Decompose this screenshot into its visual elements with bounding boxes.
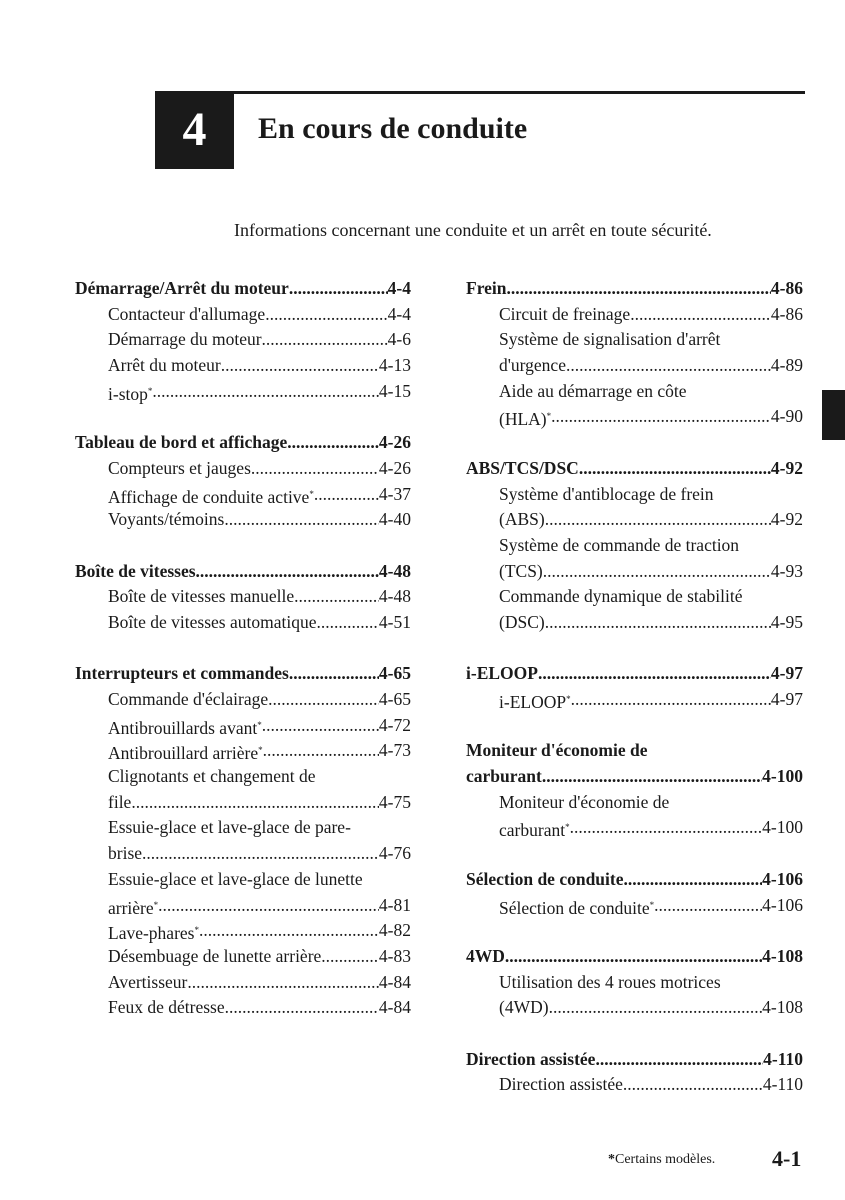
toc-entry-text: ABS/TCS/DSC [466, 457, 579, 478]
toc-entry-text: Interrupteurs et commandes [75, 663, 289, 684]
toc-entry-text: Commande dynamique de stabilité [499, 586, 743, 607]
toc-page-ref: 4-95 [770, 611, 803, 632]
toc-entry-text: 4WD [466, 945, 505, 966]
toc-entry-title [499, 815, 570, 841]
toc-entry-text: Avertisseur [108, 971, 188, 992]
toc-entry-text: Clignotants et changement de [108, 766, 316, 787]
toc-entry-text: d'urgence [499, 355, 566, 376]
toc-section-heading[interactable] [75, 661, 411, 687]
toc-entry-title [499, 790, 669, 816]
toc-section-heading[interactable] [466, 944, 803, 970]
toc-page-ref: 4-73 [378, 740, 411, 761]
toc-entry[interactable] [75, 302, 411, 328]
toc-page-ref: 4-75 [378, 791, 411, 812]
dot-leader [551, 404, 771, 430]
toc-section [466, 867, 803, 918]
toc-entry-title [499, 353, 566, 379]
dot-leader [542, 764, 762, 790]
toc-entry [466, 533, 803, 559]
toc-page-ref: 4-86 [770, 303, 803, 324]
toc-entry[interactable] [75, 482, 411, 508]
toc-page-ref: 4-51 [378, 611, 411, 632]
toc-page-ref: 4-92 [770, 509, 803, 530]
toc-section-heading[interactable] [466, 764, 803, 790]
toc-page-ref: 4-108 [762, 997, 803, 1018]
footnote-marker: * [153, 899, 159, 910]
toc-entry-text: Direction assistée [466, 1048, 596, 1069]
toc-section-heading[interactable] [466, 661, 803, 687]
toc-entry[interactable] [466, 559, 803, 585]
toc-page-ref: 4-84 [378, 997, 411, 1018]
toc-entry-text: (ABS) [499, 509, 545, 530]
dot-leader [262, 327, 388, 353]
toc-page-ref: 4-100 [762, 817, 803, 838]
toc-page-ref: 4-97 [770, 663, 803, 684]
toc-entry[interactable] [466, 815, 803, 841]
toc-entry-title [499, 687, 571, 713]
footnote-marker: * [546, 411, 552, 422]
dot-leader [289, 661, 379, 687]
toc-section-heading[interactable] [466, 867, 803, 893]
toc-entry-title [499, 559, 543, 585]
toc-entry[interactable] [75, 687, 411, 713]
toc-page-ref: 4-93 [770, 560, 803, 581]
toc-entry [466, 584, 803, 610]
dot-leader [321, 944, 379, 970]
toc-entry-text: (DSC) [499, 611, 545, 632]
toc-page-ref: 4-4 [387, 278, 411, 298]
toc-entry[interactable] [466, 995, 803, 1021]
dot-leader [187, 970, 379, 996]
toc-entry-title [75, 430, 287, 456]
dot-leader [317, 610, 379, 636]
toc-entry[interactable] [75, 507, 411, 533]
toc-entry-title [108, 815, 351, 841]
footer-note [608, 1152, 715, 1168]
toc-entry[interactable] [75, 893, 411, 919]
toc-entry-title [466, 456, 579, 482]
toc-entry-text: Feux de détresse [108, 997, 225, 1018]
toc-section [75, 276, 411, 404]
toc-page-ref: 4-83 [378, 945, 411, 966]
toc-entry-text: Essuie-glace et lave-glace de pare- [108, 817, 351, 838]
toc-entry-title [108, 507, 224, 533]
dot-leader [595, 1047, 763, 1073]
toc-entry-title [108, 738, 263, 764]
chapter-number-box [155, 91, 234, 169]
footnote-marker: * [309, 488, 314, 499]
toc-entry[interactable] [466, 1072, 803, 1098]
toc-section [466, 1047, 803, 1098]
dot-leader [265, 302, 387, 328]
toc-entry[interactable] [75, 379, 411, 405]
toc-entry-title [499, 995, 549, 1021]
toc-entry[interactable] [466, 302, 803, 328]
dot-leader [538, 661, 771, 687]
toc-entry-text: Sélection de conduite [466, 868, 624, 889]
toc-entry-title [108, 995, 225, 1021]
toc-page-ref: 4-40 [378, 509, 411, 530]
chapter-intro: Informations concernant une conduite et un arrêt en toute sécurité. [234, 220, 712, 240]
chapter-number: 4 [182, 103, 207, 156]
dot-leader [221, 353, 379, 379]
toc-entry[interactable] [466, 507, 803, 533]
toc-page-ref: 4-89 [770, 355, 803, 376]
toc-page-ref: 4-108 [762, 945, 803, 966]
toc-page-ref: 4-106 [762, 894, 803, 915]
dot-leader [545, 507, 771, 533]
toc-entry-title [499, 533, 739, 559]
toc-entry-title [466, 276, 507, 302]
toc-entry-text: i-stop [108, 383, 148, 404]
toc-section [466, 456, 803, 636]
toc-section [75, 559, 411, 636]
toc-entry[interactable] [466, 353, 803, 379]
toc-entry-text: Affichage de conduite active [108, 486, 310, 507]
chapter-title: En cours de conduite [258, 112, 528, 145]
toc-entry[interactable] [75, 327, 411, 353]
toc-entry-title [108, 893, 158, 919]
toc-page-ref: 4-26 [378, 457, 411, 478]
dot-leader [571, 687, 771, 713]
toc-entry-title [108, 482, 314, 508]
toc-entry-text: Boîte de vitesses [75, 560, 196, 581]
chapter-thumb-tab [822, 390, 845, 440]
toc-page-ref: 4-26 [378, 432, 411, 453]
toc-entry-text: carburant [499, 820, 566, 841]
toc-entry[interactable] [75, 944, 411, 970]
toc-entry-text: Boîte de vitesses manuelle [108, 586, 295, 607]
toc-entry-title [499, 1072, 623, 1098]
toc-section-heading [466, 738, 803, 764]
toc-page-ref: 4-76 [378, 843, 411, 864]
dot-leader [543, 559, 771, 585]
toc-entry-text: Commande d'éclairage [108, 689, 269, 709]
dot-leader [570, 815, 763, 841]
dot-leader [630, 302, 771, 328]
dot-leader [287, 430, 379, 456]
toc-entry-title [108, 584, 294, 610]
footnote-marker: * [257, 719, 262, 730]
toc-entry-text: Essuie-glace et lave-glace de lunette [108, 868, 363, 889]
toc-page-ref: 4-97 [770, 689, 803, 709]
toc-page-ref: 4-4 [387, 303, 411, 324]
toc-page-ref: 4-92 [770, 457, 803, 478]
dot-leader [262, 713, 379, 739]
dot-leader [623, 1072, 763, 1098]
toc-entry [466, 327, 803, 353]
toc-entry-title [108, 456, 251, 482]
toc-entry-text: (TCS) [499, 560, 543, 581]
toc-page-ref: 4-86 [770, 278, 803, 298]
toc-entry-title [466, 867, 624, 893]
toc-entry-title [108, 944, 321, 970]
dot-leader [545, 610, 771, 636]
toc-entry-title [499, 302, 630, 328]
page-number: 4-1 [772, 1146, 802, 1171]
toc-entry-text: Contacteur d'allumage [108, 303, 266, 324]
header-rule [155, 91, 805, 94]
toc-entry[interactable] [75, 353, 411, 379]
footnote-marker: * [649, 899, 655, 910]
footnote-marker: * [194, 925, 199, 936]
toc-entry-text: file [108, 791, 132, 812]
toc-entry-text: Démarrage/Arrêt du moteur [75, 278, 289, 298]
toc-entry-text: Voyants/témoins [108, 509, 225, 530]
dot-leader [566, 353, 771, 379]
toc-section [466, 276, 803, 430]
toc-entry-text: Démarrage du moteur [108, 329, 262, 350]
toc-entry[interactable] [75, 738, 411, 764]
toc-entry [75, 764, 411, 790]
toc-entry-title [466, 738, 647, 764]
toc-section-heading[interactable] [466, 1047, 803, 1073]
toc-page-ref: 4-81 [378, 894, 411, 915]
toc-section-heading[interactable] [75, 559, 411, 585]
toc-section [75, 661, 411, 1021]
toc-page-ref: 4-82 [378, 920, 411, 941]
toc-entry-text: Circuit de freinage [499, 303, 631, 324]
toc-entry-title [108, 610, 317, 636]
toc-entry [466, 482, 803, 508]
dot-leader [624, 867, 763, 893]
toc-right-column [466, 276, 803, 1124]
toc-entry [466, 379, 803, 405]
footer-note-text: Certains modèles. [615, 1152, 716, 1167]
toc-page-ref: 4-13 [378, 355, 411, 376]
toc-page-ref: 4-72 [378, 714, 411, 735]
toc-entry-title [499, 893, 654, 919]
toc-left-column [75, 276, 411, 1047]
toc-entry [75, 867, 411, 893]
toc-entry-text: carburant [466, 766, 542, 787]
dot-leader [294, 584, 379, 610]
toc-entry-text: Moniteur d'économie de [499, 791, 670, 812]
toc-section [466, 738, 803, 841]
dot-leader [152, 379, 379, 405]
dot-leader [268, 687, 379, 713]
dot-leader [654, 893, 762, 919]
toc-page-ref: 4-48 [378, 586, 411, 607]
toc-entry-title [499, 379, 687, 405]
toc-page-ref: 4-65 [378, 663, 411, 684]
toc-entry-text: Désembuage de lunette arrière [108, 945, 322, 966]
toc-entry-title [108, 379, 152, 405]
dot-leader [142, 841, 379, 867]
toc-entry-title [466, 661, 538, 687]
toc-entry-text: Moniteur d'économie de [466, 740, 648, 761]
toc-entry-text: Tableau de bord et affichage [75, 432, 288, 453]
toc-entry-text: Utilisation des 4 roues motrices [499, 971, 721, 992]
dot-leader [158, 893, 379, 919]
toc-entry-title [499, 507, 545, 533]
toc-entry-title [108, 302, 265, 328]
toc-entry [466, 970, 803, 996]
toc-page-ref: 4-100 [762, 766, 803, 787]
toc-entry[interactable] [75, 456, 411, 482]
dot-leader [224, 507, 379, 533]
toc-entry-title [108, 867, 363, 893]
toc-entry-title [108, 687, 268, 713]
toc-entry-text: Compteurs et jauges [108, 457, 251, 478]
toc-entry-text: Antibrouillard arrière [108, 743, 259, 764]
toc-entry-text: Système de commande de traction [499, 534, 740, 555]
toc-entry-text: Arrêt du moteur [108, 355, 221, 376]
toc-entry-title [108, 841, 142, 867]
toc-entry-title [466, 764, 542, 790]
toc-entry[interactable] [75, 995, 411, 1021]
toc-entry[interactable] [75, 841, 411, 867]
toc-entry-text: Boîte de vitesses automatique [108, 611, 317, 632]
toc-entry-title [466, 1047, 595, 1073]
toc-entry[interactable] [75, 970, 411, 996]
toc-entry-title [108, 327, 262, 353]
toc-entry [75, 815, 411, 841]
toc-entry-title [499, 970, 721, 996]
dot-leader [289, 276, 388, 302]
footer-note-star: * [608, 1152, 615, 1167]
toc-entry-text: Lave-phares [108, 923, 195, 944]
toc-page-ref: 4-84 [378, 971, 411, 992]
toc-page-ref: 4-15 [378, 380, 411, 401]
dot-leader [507, 276, 771, 302]
toc-entry-text: Aide au démarrage en côte [499, 380, 687, 401]
toc-entry-title [499, 327, 720, 353]
toc-entry[interactable] [466, 893, 803, 919]
toc-page-ref: 4-106 [762, 868, 803, 889]
toc-entry-title [499, 404, 551, 430]
toc-entry-text: Sélection de conduite [499, 897, 650, 918]
toc-entry[interactable] [75, 610, 411, 636]
dot-leader [131, 790, 379, 816]
toc-entry-title [108, 713, 262, 739]
toc-entry-text: (4WD) [499, 997, 549, 1018]
dot-leader [225, 995, 379, 1021]
toc-entry-title [108, 790, 131, 816]
dot-leader [579, 456, 771, 482]
toc-entry [466, 790, 803, 816]
dot-leader [314, 482, 379, 508]
toc-section-heading[interactable] [466, 276, 803, 302]
dot-leader [196, 559, 379, 585]
toc-page-ref: 4-37 [378, 483, 411, 504]
toc-entry-text: Frein [466, 278, 507, 298]
toc-entry[interactable] [75, 713, 411, 739]
toc-page-ref: 4-48 [378, 560, 411, 581]
toc-page-ref: 4-6 [387, 329, 411, 350]
toc-section-heading[interactable] [466, 456, 803, 482]
toc-entry-text: brise [108, 843, 143, 864]
toc-entry-text: i-ELOOP [466, 663, 538, 684]
dot-leader [251, 456, 379, 482]
dot-leader [505, 944, 762, 970]
toc-entry-text: i-ELOOP [499, 692, 567, 712]
toc-page-ref: 4-110 [763, 1048, 803, 1069]
toc-entry-text: Direction assistée [499, 1074, 623, 1095]
toc-entry-title [499, 584, 743, 610]
toc-entry-text: Antibrouillards avant [108, 717, 258, 738]
toc-page-ref: 4-90 [770, 406, 803, 427]
toc-entry-title [466, 944, 505, 970]
footnote-marker: * [147, 385, 153, 396]
toc-entry-title [108, 918, 199, 944]
toc-entry-title [108, 764, 316, 790]
toc-page-ref: 4-110 [762, 1074, 803, 1095]
toc-entry[interactable] [466, 687, 803, 713]
footnote-marker: * [565, 822, 570, 833]
toc-entry[interactable] [75, 584, 411, 610]
toc-entry-text: (HLA) [499, 409, 547, 430]
toc-entry-title [108, 970, 187, 996]
toc-entry[interactable] [75, 918, 411, 944]
toc-entry-text: Système d'antiblocage de frein [499, 483, 714, 504]
toc-entry[interactable] [466, 404, 803, 430]
toc-section [466, 661, 803, 712]
toc-page-ref: 4-65 [378, 689, 411, 709]
dot-leader [549, 995, 763, 1021]
toc-section [75, 430, 411, 533]
toc-entry-title [75, 559, 196, 585]
toc-entry-text: Système de signalisation d'arrêt [499, 329, 721, 350]
toc-section-heading[interactable] [75, 276, 411, 302]
toc-entry-title [499, 610, 545, 636]
footnote-marker: * [566, 694, 571, 704]
toc-entry[interactable] [75, 790, 411, 816]
toc-section-heading[interactable] [75, 430, 411, 456]
footnote-marker: * [258, 745, 263, 756]
toc-entry-title [75, 661, 289, 687]
toc-entry-title [499, 482, 714, 508]
toc-entry-title [108, 353, 221, 379]
toc-entry-title [75, 276, 289, 302]
toc-entry-text: arrière [108, 897, 154, 918]
dot-leader [263, 738, 379, 764]
toc-entry[interactable] [466, 610, 803, 636]
dot-leader [199, 918, 379, 944]
toc-section [466, 944, 803, 1021]
